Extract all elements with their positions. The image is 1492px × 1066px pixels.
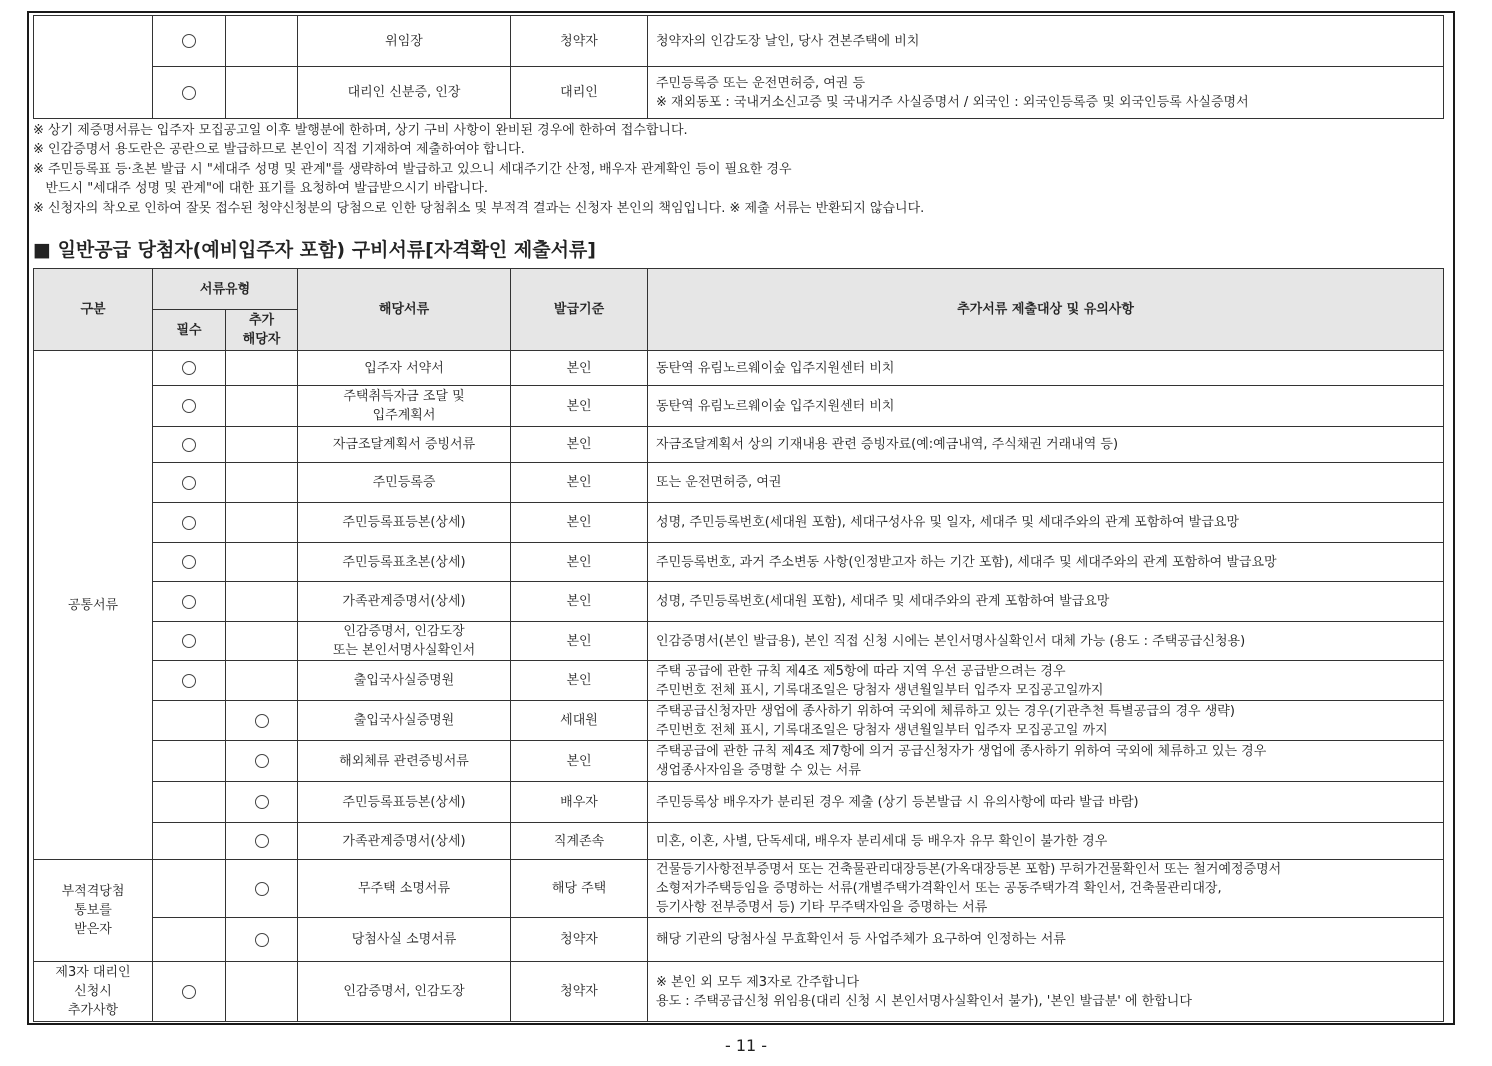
- note-line: 주민번호 전체 표시, 기록대조일은 당첨자 생년월일부터 입주자 모집공고일 까지: [656, 722, 1108, 738]
- note-cell: [648, 860, 1444, 918]
- document-cell: [298, 860, 511, 918]
- issuer-cell: 대리인: [511, 67, 648, 119]
- category-line: 추가사항: [67, 1003, 119, 1018]
- note-cell: [648, 741, 1444, 782]
- additional-cell: [226, 661, 298, 701]
- category-line: 신청시: [74, 984, 112, 999]
- header-doc-type: 서류유형: [153, 269, 298, 310]
- required-cell: [153, 16, 226, 67]
- document-cell: [298, 782, 511, 823]
- note-cell: [648, 582, 1444, 622]
- table-row: [34, 962, 1444, 1022]
- document-line: 입주자 서약서: [364, 360, 444, 376]
- circle-mark-icon: [255, 714, 269, 728]
- document-line: 또는 본인서명사실확인서: [332, 643, 476, 658]
- category-cell: [34, 351, 153, 860]
- document-line: 해외체류 관련증빙서류: [339, 753, 469, 769]
- issuer-cell: 본인: [511, 386, 648, 427]
- document-line: 무주택 소명서류: [357, 881, 451, 896]
- note-line: 주택 공급에 관한 규칙 제4조 제5항에 따라 지역 우선 공급받으려는 경우: [656, 663, 1066, 679]
- document-cell: [298, 543, 511, 582]
- note-cell: [648, 823, 1444, 860]
- note-line: 등기사항 전부증명서 등) 기타 무주택자임을 증명하는 서류: [656, 900, 988, 915]
- category-cell: [34, 860, 153, 962]
- document-line: 인감증명서, 인감도장: [343, 984, 465, 999]
- note-cell: [648, 67, 1444, 119]
- table-row: [34, 543, 1444, 582]
- header-document: 해당서류: [298, 269, 511, 351]
- required-cell: [153, 962, 226, 1022]
- table-row: [34, 622, 1444, 661]
- note-cell: [648, 622, 1444, 661]
- required-cell: [153, 351, 226, 386]
- circle-mark-icon: [182, 438, 196, 452]
- document-cell: [298, 503, 511, 543]
- table-row: [34, 582, 1444, 622]
- note-cell: [648, 351, 1444, 386]
- document-line: 가족관계증명서(상세): [342, 594, 466, 609]
- required-cell: [153, 741, 226, 782]
- document-line: 자금조달계획서 증빙서류: [332, 437, 476, 452]
- issuer-cell: 청약자: [511, 918, 648, 962]
- document-cell: 위임장: [298, 16, 511, 67]
- page-number: - 11 -: [724, 1036, 768, 1055]
- document-line: 출입국사실증명원: [353, 713, 455, 728]
- circle-mark-icon: [182, 86, 196, 100]
- table-row: [34, 16, 1444, 67]
- required-cell: [153, 386, 226, 427]
- note-line: 주민등록번호, 과거 주소변동 사항(인정받고자 하는 기간 포함), 세대주 및 세대주와의 관계 포함하여 발급요망: [656, 554, 1277, 570]
- additional-cell: [226, 582, 298, 622]
- document-cell: [298, 386, 511, 427]
- document-cell: [298, 701, 511, 741]
- note-line: ※ 본인 외 모두 제3자로 간주합니다: [656, 974, 860, 990]
- header-category: 구분: [34, 269, 153, 351]
- document-cell: [298, 582, 511, 622]
- additional-cell: [226, 67, 298, 119]
- document-line: 입주계획서: [372, 408, 436, 423]
- note-line: 청약자의 인감도장 날인, 당사 견본주택에 비치: [656, 33, 920, 49]
- circle-mark-icon: [182, 399, 196, 413]
- document-cell: [298, 661, 511, 701]
- circle-mark-icon: [255, 795, 269, 809]
- note-line: 생업종사자임을 증명할 수 있는 서류: [656, 763, 861, 778]
- note-line: 주택공급신청자만 생업에 종사하기 위하여 국외에 체류하고 있는 경우(기관추천 특별공급의 경우 생략): [656, 703, 1235, 719]
- document-line: 당첨사실 소명서류: [351, 932, 457, 947]
- category-line: 공통서류: [67, 597, 119, 613]
- note-line: 해당 기관의 당첨사실 무효확인서 등 사업주체가 요구하여 인정하는 서류: [656, 932, 1066, 947]
- required-cell: [153, 661, 226, 701]
- requirements-table: [33, 268, 1444, 1022]
- header-notes: 추가서류 제출대상 및 유의사항: [648, 269, 1444, 351]
- table-row: [34, 661, 1444, 701]
- table-row: [34, 823, 1444, 860]
- additional-cell: [226, 622, 298, 661]
- additional-cell: [226, 427, 298, 463]
- document-cell: [298, 427, 511, 463]
- issuer-cell: 본인: [511, 582, 648, 622]
- required-cell: [153, 701, 226, 741]
- table-row: [34, 427, 1444, 463]
- table-row: [34, 782, 1444, 823]
- note-text: 반드시 "세대주 성명 및 관계"에 대한 표기를 요청하여 발급받으시기 바랍니다.: [33, 181, 488, 197]
- table-row: [34, 67, 1444, 119]
- additional-cell: [226, 16, 298, 67]
- required-cell: [153, 463, 226, 503]
- notes-block: [33, 121, 1443, 218]
- note-line: 주민등록상 배우자가 분리된 경우 제출 (상기 등본발급 시 유의사항에 따라 발급 바람): [656, 794, 1139, 810]
- required-cell: [153, 427, 226, 463]
- document-line: 인감증명서, 인감도장: [343, 624, 465, 639]
- document-line: 주민등록표초본(상세): [342, 554, 466, 570]
- note-cell: [648, 782, 1444, 823]
- issuer-cell: 세대원: [511, 701, 648, 741]
- required-cell: [153, 860, 226, 918]
- note-cell: [648, 503, 1444, 543]
- document-line: 주택취득자금 조달 및: [343, 389, 465, 404]
- category-line: 받은자: [74, 922, 112, 937]
- issuer-cell: 해당 주택: [511, 860, 648, 918]
- document-line: 출입국사실증명원: [353, 673, 455, 688]
- additional-cell: [226, 962, 298, 1022]
- additional-cell: [226, 823, 298, 860]
- note-line: 주민등록증 또는 운전면허증, 여권 등: [656, 75, 866, 91]
- required-cell: [153, 622, 226, 661]
- category-line: 제3자 대리인: [55, 965, 131, 980]
- issuer-cell: 청약자: [511, 962, 648, 1022]
- table-row: [34, 918, 1444, 962]
- top-table: [33, 15, 1444, 119]
- document-cell: [298, 918, 511, 962]
- document-cell: [298, 463, 511, 503]
- required-cell: [153, 67, 226, 119]
- issuer-cell: 본인: [511, 661, 648, 701]
- note-cell: [648, 16, 1444, 67]
- table-row: [34, 351, 1444, 386]
- additional-cell: [226, 701, 298, 741]
- circle-mark-icon: [182, 985, 196, 999]
- note-line: 인감증명서(본인 발급용), 본인 직접 신청 시에는 본인서명사실확인서 대체 가능 (용도 : 주택공급신청용): [656, 633, 1246, 649]
- note-cell: [648, 543, 1444, 582]
- header-required: 필수: [153, 310, 226, 351]
- note-line: 주택공급에 관한 규칙 제4조 제7항에 의거 공급신청자가 생업에 종사하기 위하여 국외에 체류하고 있는 경우: [656, 744, 1267, 759]
- note-line: 자금조달계획서 상의 기재내용 관련 증빙자료(예:예금내역, 주식채권 거래내역 등): [656, 437, 1119, 452]
- document-cell: [298, 741, 511, 782]
- note-line: ※ 재외동포 : 국내거소신고증 및 국내거주 사실증명서 / 외국인 : 외국인등록증 및 외국인등록 사실증명서: [656, 94, 1249, 110]
- issuer-cell: 본인: [511, 427, 648, 463]
- note-text: ※ 주민등록표 등·초본 발급 시 "세대주 성명 및 관계"를 생략하여 발급하고 있으니 세대주기간 산정, 배우자 관계확인 등이 필요한 경우: [33, 161, 792, 177]
- circle-mark-icon: [182, 634, 196, 648]
- category-line: 부적격당첨: [61, 884, 125, 899]
- note-line: 건물등기사항전부증명서 또는 건축물관리대장등본(가옥대장등본 포함) 무허가건물확인서 또는 철거예정증명서: [656, 862, 1282, 877]
- section-title: ■ 일반공급 당첨자(예비입주자 포함) 구비서류[자격확인 제출서류]: [33, 239, 596, 261]
- required-cell: [153, 543, 226, 582]
- note-line: 주민번호 전체 표시, 기록대조일은 당첨자 생년월일부터 입주자 모집공고일까지: [656, 682, 1104, 698]
- required-cell: [153, 918, 226, 962]
- additional-cell: [226, 351, 298, 386]
- document-cell: [298, 351, 511, 386]
- note-text: ※ 인감증명서 용도란은 공란으로 발급하므로 본인이 직접 기재하여 제출하여야 합니다.: [33, 142, 525, 158]
- additional-cell: [226, 503, 298, 543]
- required-cell: [153, 823, 226, 860]
- circle-mark-icon: [255, 882, 269, 896]
- document-line: 가족관계증명서(상세): [342, 833, 466, 849]
- table-row: [34, 503, 1444, 543]
- note-line: 성명, 주민등록번호(세대원 포함), 세대주 및 세대주와의 관계 포함하여 발급요망: [656, 594, 1110, 609]
- issuer-cell: 본인: [511, 351, 648, 386]
- note-line: 동탄역 유림노르웨이숲 입주지원센터 비치: [656, 398, 895, 414]
- note-text: ※ 신청자의 착오로 인하여 잘못 접수된 청약신청분의 당첨으로 인한 당첨취소 및 부적격 결과는 신청자 본인의 책임입니다. ※ 제출 서류는 반환되지 않습니다.: [33, 200, 925, 216]
- required-cell: [153, 782, 226, 823]
- additional-cell: [226, 918, 298, 962]
- note-line: 소형저가주택등임을 증명하는 서류(개별주택가격확인서 또는 공동주택가격 확인서, 건축물관리대장,: [656, 881, 1222, 896]
- note-cell: [648, 918, 1444, 962]
- note-line: 미혼, 이혼, 사별, 단독세대, 배우자 분리세대 등 배우자 유무 확인이 불가한 경우: [656, 833, 1108, 849]
- issuer-cell: 본인: [511, 463, 648, 503]
- circle-mark-icon: [182, 595, 196, 609]
- header-additional-line1: 추가: [248, 313, 275, 328]
- table-row: [34, 860, 1444, 918]
- document-line: 주민등록표등본(상세): [342, 515, 466, 530]
- note-line: 동탄역 유림노르웨이숲 입주지원센터 비치: [656, 360, 895, 376]
- circle-mark-icon: [182, 555, 196, 569]
- document-cell: [298, 622, 511, 661]
- required-cell: [153, 503, 226, 543]
- category-cell: [34, 962, 153, 1022]
- header-additional: [226, 310, 298, 351]
- note-cell: [648, 962, 1444, 1022]
- circle-mark-icon: [182, 476, 196, 490]
- header-additional-line2: 해당자: [242, 332, 281, 347]
- note-cell: [648, 463, 1444, 503]
- table-row: [34, 741, 1444, 782]
- document-line: 주민등록증: [372, 475, 436, 490]
- issuer-cell: 청약자: [511, 16, 648, 67]
- additional-cell: [226, 543, 298, 582]
- issuer-cell: 직계존속: [511, 823, 648, 860]
- issuer-cell: 본인: [511, 543, 648, 582]
- additional-cell: [226, 386, 298, 427]
- issuer-cell: 배우자: [511, 782, 648, 823]
- required-cell: [153, 582, 226, 622]
- note-cell: [648, 386, 1444, 427]
- circle-mark-icon: [255, 754, 269, 768]
- category-line: 통보를: [74, 903, 112, 918]
- header-issuer: 발급기준: [511, 269, 648, 351]
- document-cell: [298, 962, 511, 1022]
- issuer-cell: 본인: [511, 622, 648, 661]
- issuer-cell: 본인: [511, 741, 648, 782]
- note-cell: [648, 661, 1444, 701]
- additional-cell: [226, 463, 298, 503]
- table-row: [34, 386, 1444, 427]
- note-line: 또는 운전면허증, 여권: [656, 475, 782, 490]
- circle-mark-icon: [255, 933, 269, 947]
- circle-mark-icon: [182, 674, 196, 688]
- note-cell: [648, 427, 1444, 463]
- document-cell: 대리인 신분증, 인장: [298, 67, 511, 119]
- additional-cell: [226, 741, 298, 782]
- note-cell: [648, 701, 1444, 741]
- circle-mark-icon: [182, 34, 196, 48]
- note-text: ※ 상기 제증명서류는 입주자 모집공고일 이후 발행분에 한하며, 상기 구비 사항이 완비된 경우에 한하여 접수합니다.: [33, 123, 688, 138]
- additional-cell: [226, 860, 298, 918]
- circle-mark-icon: [182, 361, 196, 375]
- circle-mark-icon: [182, 516, 196, 530]
- table-row: [34, 463, 1444, 503]
- additional-cell: [226, 782, 298, 823]
- note-line: 성명, 주민등록번호(세대원 포함), 세대구성사유 및 일자, 세대주 및 세대주와의 관계 포함하여 발급요망: [656, 515, 1239, 530]
- circle-mark-icon: [255, 834, 269, 848]
- table-row: [34, 701, 1444, 741]
- note-line: 용도 : 주택공급신청 위임용(대리 신청 시 본인서명사실확인서 불가), '본인 발급분' 에 한합니다: [656, 993, 1192, 1009]
- category-cell-empty: [34, 16, 153, 119]
- issuer-cell: 본인: [511, 503, 648, 543]
- document-cell: [298, 823, 511, 860]
- document-line: 주민등록표등본(상세): [342, 794, 466, 810]
